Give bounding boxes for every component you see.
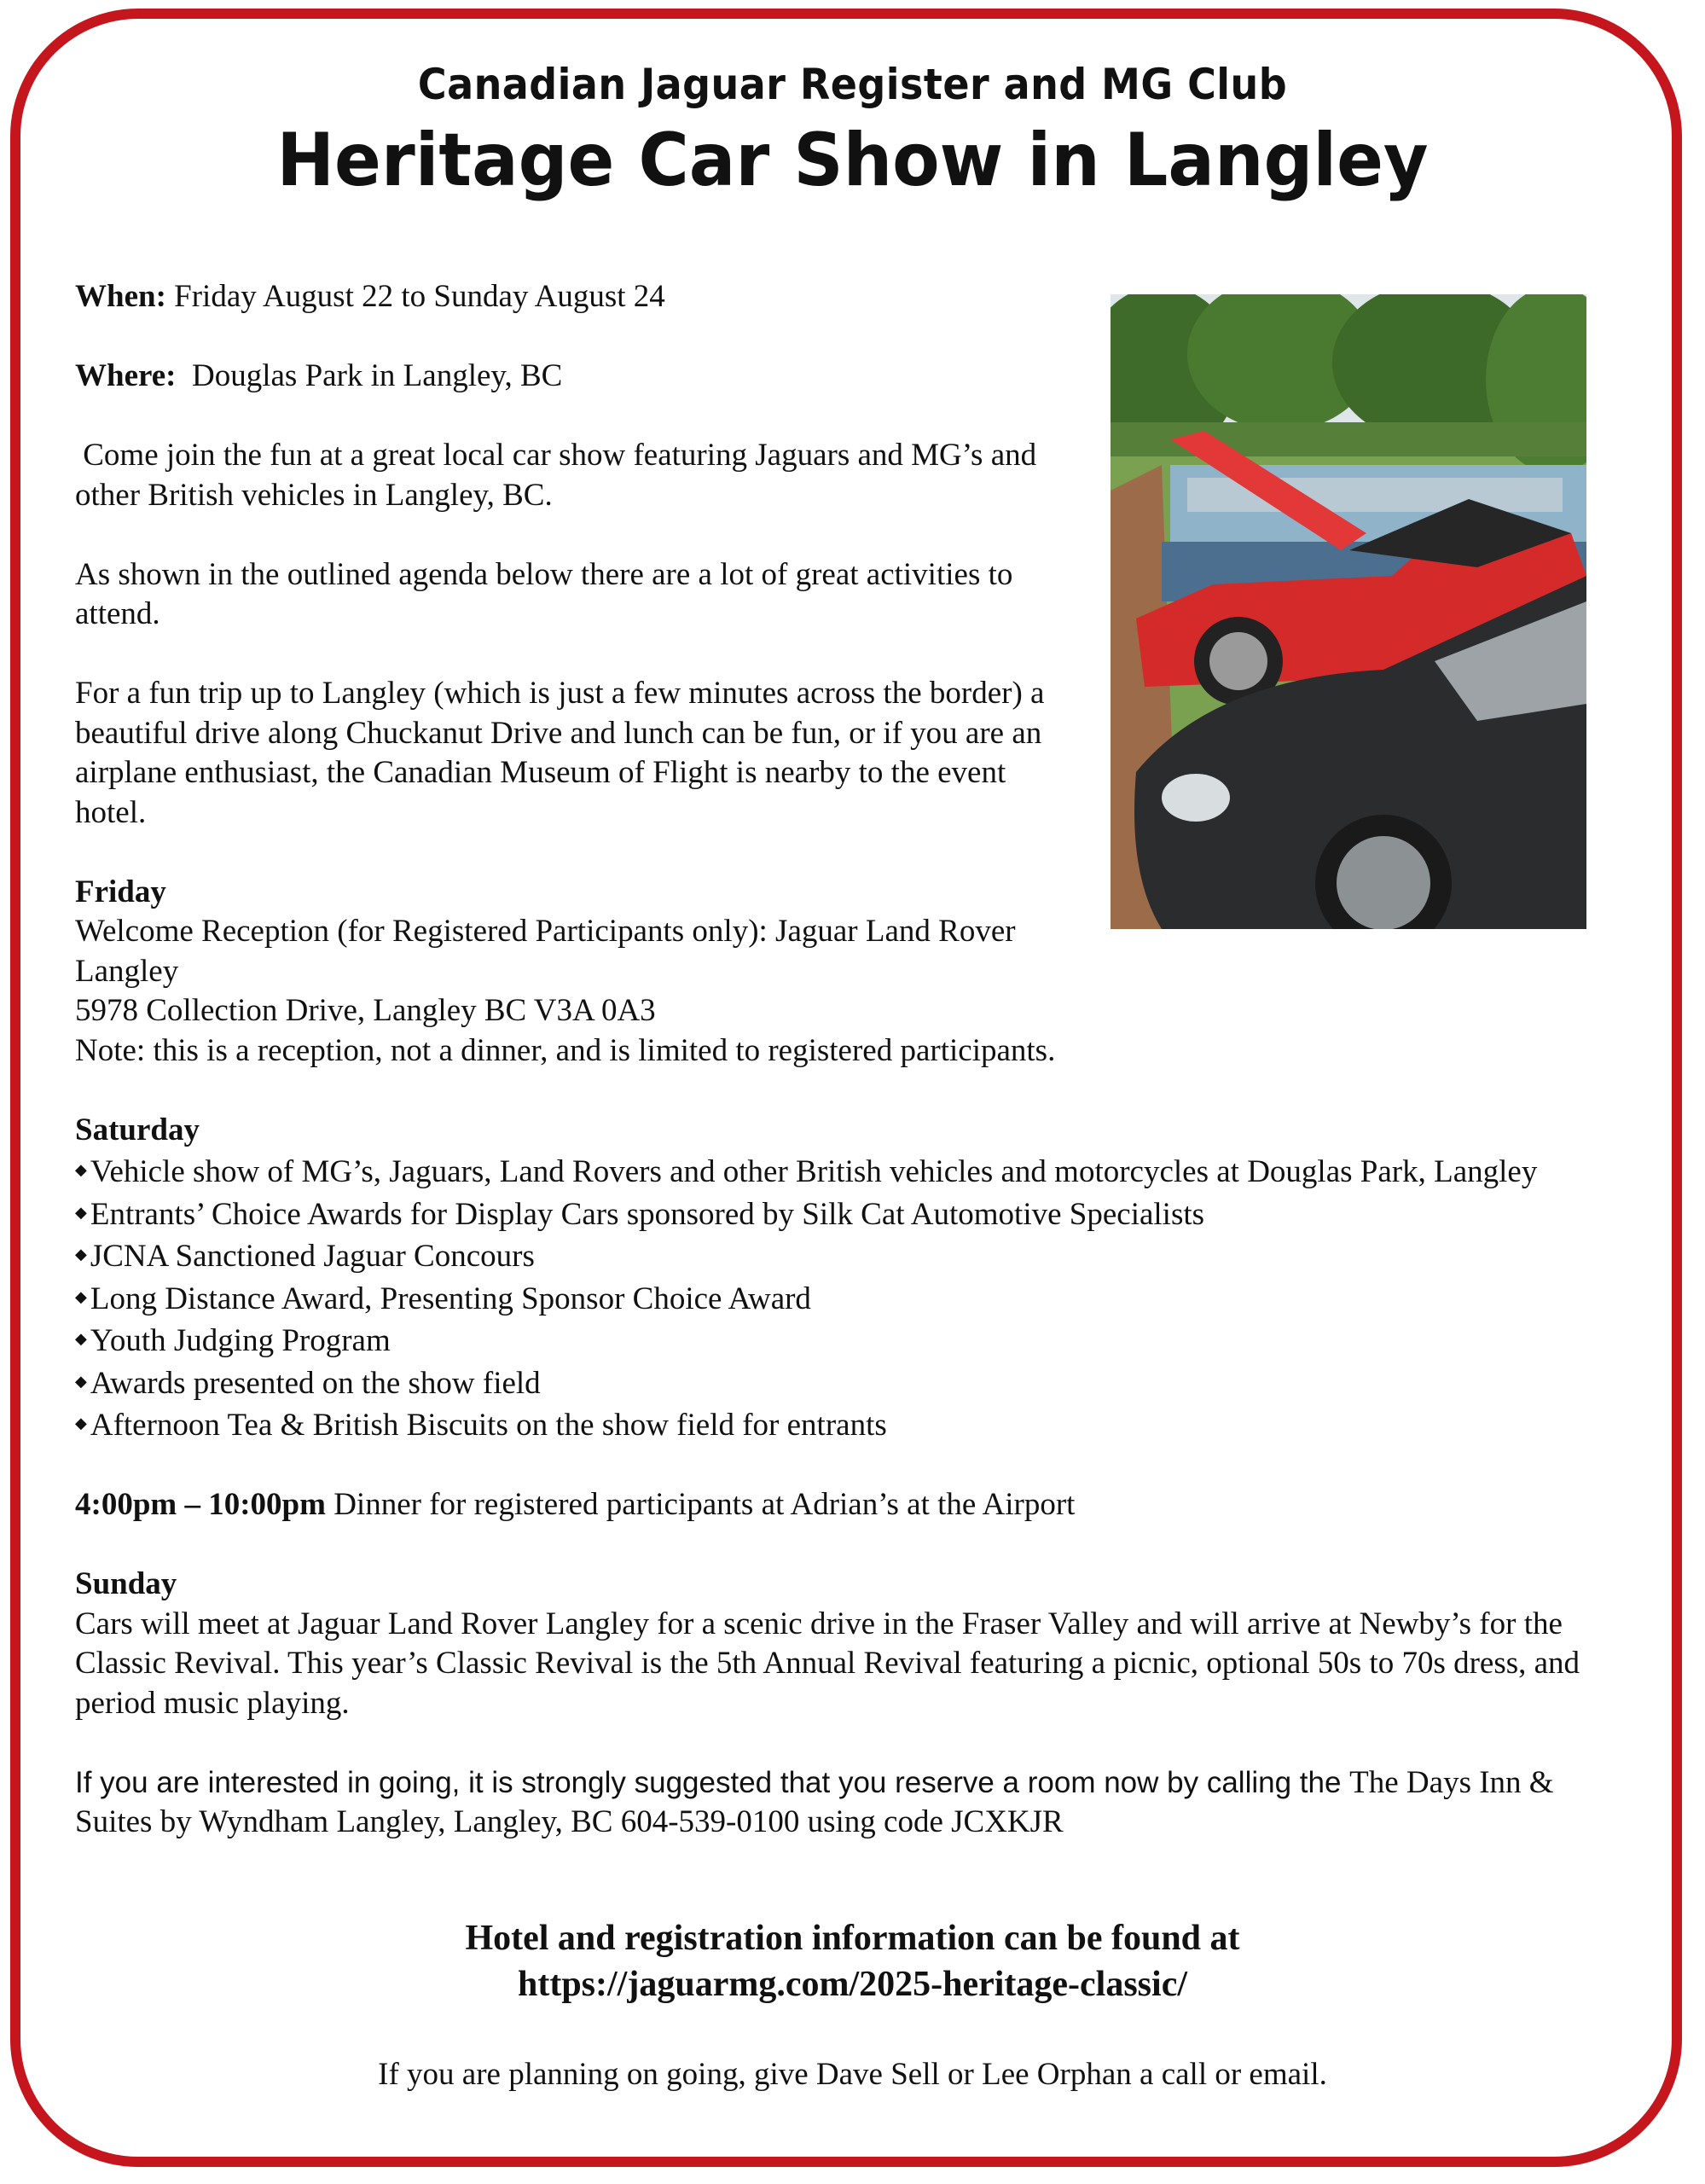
sunday-text: Cars will meet at Jaguar Land Rover Langley for a scenic drive in the Fraser Valley and will arrive at Newby’s for the Classic Revival. This year’s Classic Revival is the 5th Annual Revival featuring a picnic, optional 50s to 70s dress, and period music playing. — [75, 1606, 1580, 1721]
friday-line: Welcome Reception (for Registered Participants only): Jaguar Land Rover Langley — [75, 914, 1016, 989]
hotel-info — [0, 1915, 1705, 2007]
dinner-time: 4:00pm – 10:00pm — [75, 1487, 326, 1522]
reserve-text: If you are interested in going, it is strongly suggested that you reserve a room now by calling the — [75, 1765, 1350, 1799]
saturday-bullet: ◆ JCNA Sanctioned Jaguar Concours — [75, 1234, 1636, 1277]
intro-paragraph-3: For a fun trip up to Langley (which is just a few minutes across the border) a beautiful drive along Chuckanut Drive and lunch can be fun, or if you are an airplane enthusiast, the Canadian Museum of Flight is nearby to the event hotel. — [75, 676, 1045, 830]
where-line — [75, 357, 1636, 397]
friday-line: Note: this is a reception, not a dinner, and is limited to registered participants. — [75, 1032, 1056, 1068]
closing-line: If you are planning on going, give Dave Sell or Lee Orphan a call or email. — [378, 2057, 1327, 2092]
where-label: Where: — [75, 358, 177, 393]
when-line — [75, 277, 1636, 317]
saturday-bullet: ◆ Entrants’ Choice Awards for Display Cars sponsored by Silk Cat Automotive Specialists — [75, 1193, 1636, 1235]
page-title: Heritage Car Show in Langley — [276, 118, 1429, 203]
saturday-bullet: ◆ Vehicle show of MG’s, Jaguars, Land Rovers and other British vehicles and motorcycles at Douglas Park, Langley — [75, 1150, 1593, 1193]
saturday-bullet: ◆ Afternoon Tea & British Biscuits on the show field for entrants — [75, 1403, 1636, 1446]
org-name: Canadian Jaguar Register and MG Club — [417, 60, 1288, 109]
sunday-heading: Sunday — [75, 1566, 177, 1601]
dinner-text: Dinner for registered participants at Adrian’s at the Airport — [325, 1487, 1076, 1522]
registration-link[interactable]: https://jaguarmg.com/2025-heritage-classic/ — [517, 1965, 1188, 2004]
intro-paragraph-1: Come join the fun at a great local car show featuring Jaguars and MG’s and other British vehicles in Langley, BC. — [75, 438, 1045, 513]
saturday-heading: Saturday — [75, 1112, 200, 1147]
reserve-paragraph — [75, 1763, 1636, 1843]
hotel-info-line: Hotel and registration information can be found at — [465, 1919, 1240, 1958]
intro-paragraph-2: As shown in the outlined agenda below there are a lot of great activities to attend. — [75, 556, 1013, 631]
when-label: When: — [75, 279, 166, 314]
hotel-contact: The Days Inn & Suites by Wyndham Langley, Langley, BC 604-539-0100 using code JCXKJR — [75, 1764, 1554, 1839]
when-value: Friday August 22 to Sunday August 24 — [165, 279, 665, 314]
dinner-line — [75, 1485, 1636, 1525]
saturday-bullet: ◆ Long Distance Award, Presenting Sponsor Choice Award — [75, 1277, 1636, 1320]
friday-line: 5978 Collection Drive, Langley BC V3A 0A3 — [75, 993, 656, 1028]
header — [0, 60, 1705, 203]
friday-heading: Friday — [75, 874, 166, 909]
saturday-bullet: ◆ Awards presented on the show field — [75, 1362, 1636, 1404]
saturday-bullet: ◆ Youth Judging Program — [75, 1319, 1636, 1362]
where-value: Douglas Park in Langley, BC — [176, 358, 563, 393]
body-text — [75, 277, 1636, 1843]
